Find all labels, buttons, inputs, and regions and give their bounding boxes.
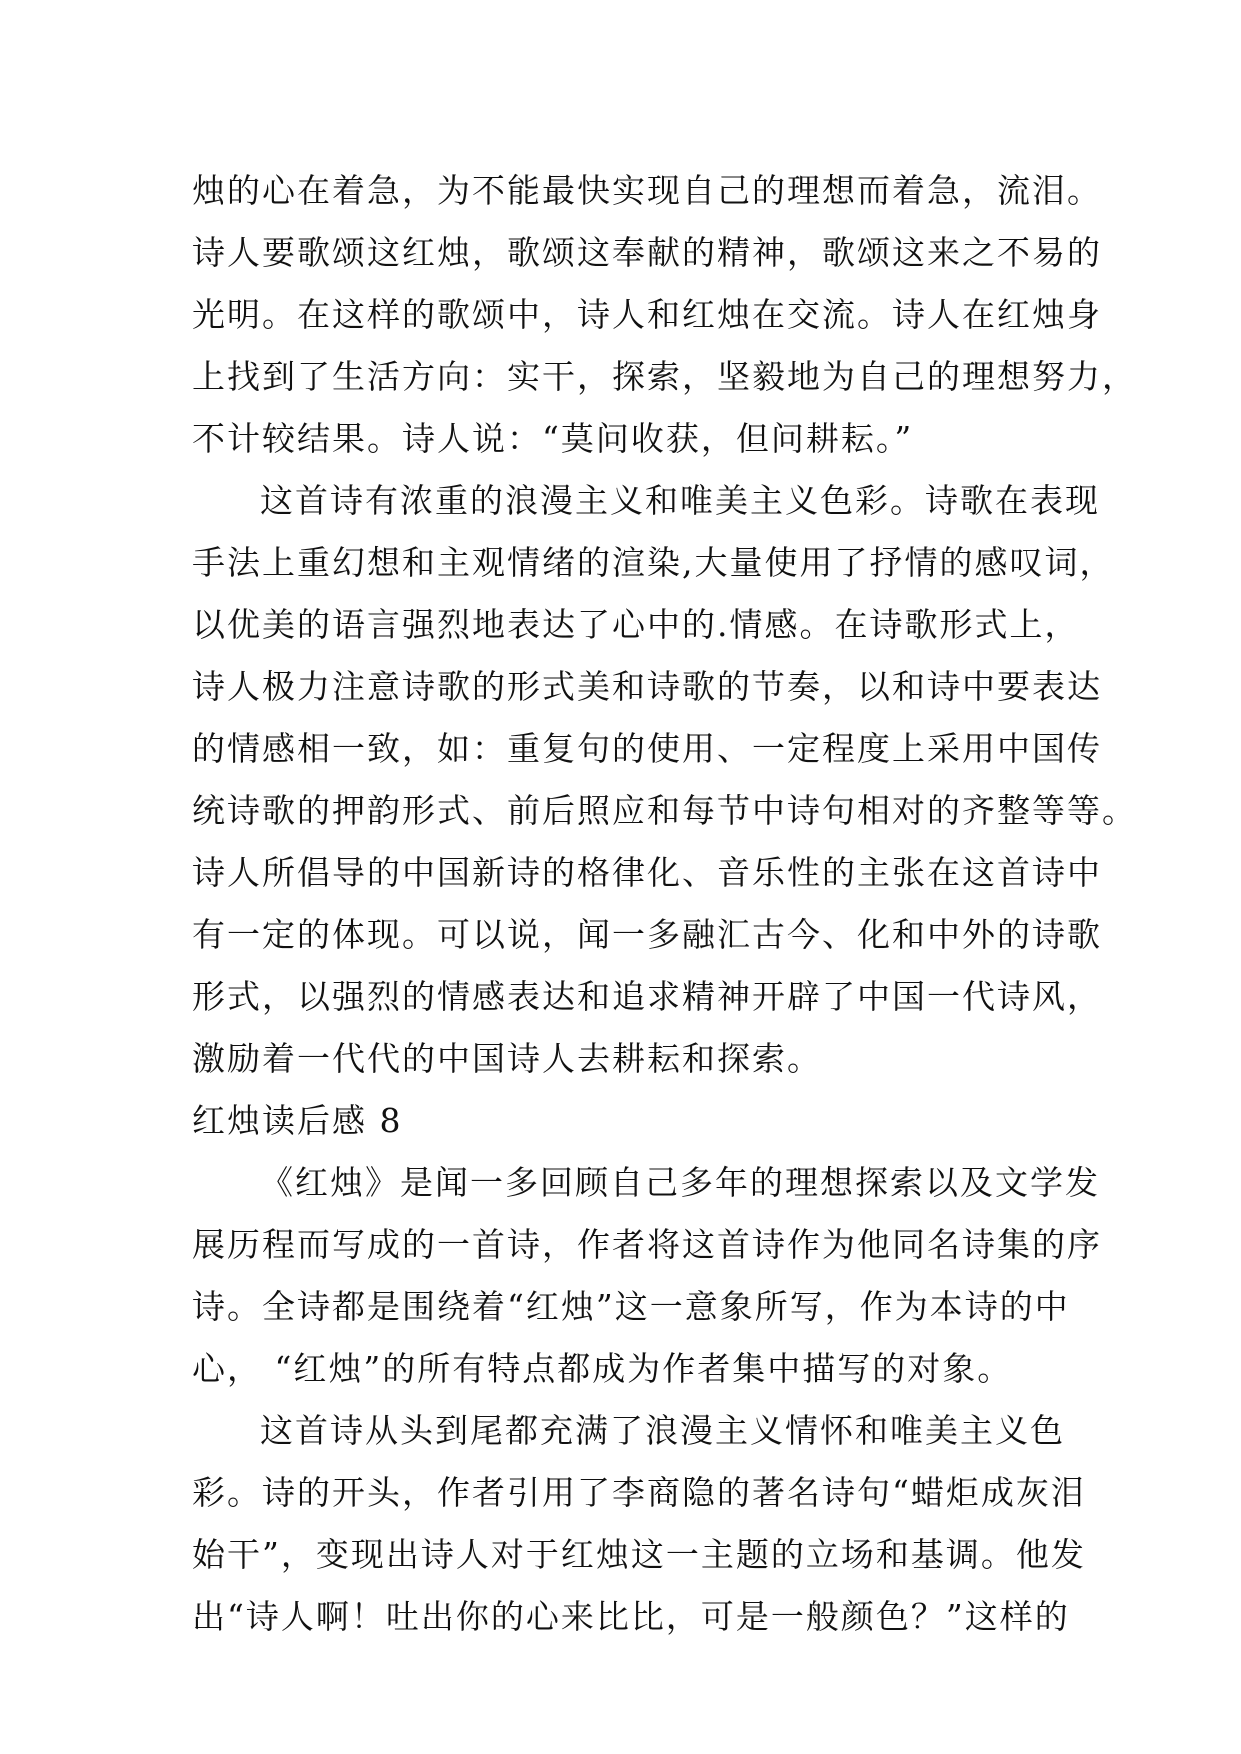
text-line: 出“诗人啊！吐出你的心来比比，可是一般颜色？”这样的: [192, 1597, 1070, 1636]
text-line: 烛的心在着急，为不能最快实现自己的理想而着急，流泪。: [192, 171, 1102, 210]
text-line: 统诗歌的押韵形式、前后照应和每节中诗句相对的齐整等等。: [192, 791, 1137, 830]
paragraph-start-line: 《红烛》是闻一多回顾自己多年的理想探索以及文学发: [260, 1163, 1100, 1202]
text-line: 诗。全诗都是围绕着“红烛”这一意象所写，作为本诗的中: [192, 1287, 1070, 1326]
paragraph-start-line: 这首诗有浓重的浪漫主义和唯美主义色彩。诗歌在表现: [260, 481, 1100, 520]
text-line: 有一定的体现。可以说，闻一多融汇古今、化和中外的诗歌: [192, 915, 1102, 954]
text-line: 始干”，变现出诗人对于红烛这一主题的立场和基调。他发: [192, 1535, 1086, 1574]
text-line: 彩。诗的开头，作者引用了李商隐的著名诗句“蜡炬成灰泪: [192, 1473, 1086, 1512]
document-body: [192, 160, 1137, 1648]
text-line: 的情感相一致，如：重复句的使用、一定程度上采用中国传: [192, 729, 1102, 768]
text-line: 心， “红烛”的所有特点都成为作者集中描写的对象。: [192, 1349, 1013, 1388]
text-line: 诗人所倡导的中国新诗的格律化、音乐性的主张在这首诗中: [192, 853, 1102, 892]
text-line: 展历程而写成的一首诗，作者将这首诗作为他同名诗集的序: [192, 1225, 1102, 1264]
text-line: 形式，以强烈的情感表达和追求精神开辟了中国一代诗风，: [192, 977, 1102, 1016]
text-line: 光明。在这样的歌颂中，诗人和红烛在交流。诗人在红烛身: [192, 295, 1102, 334]
text-line: 激励着一代代的中国诗人去耕耘和探索。: [192, 1039, 822, 1078]
section-heading: 红烛读后感 8: [192, 1101, 403, 1140]
text-line: 手法上重幻想和主观情绪的渲染,大量使用了抒情的感叹词，: [192, 543, 1115, 582]
paragraph-start-line: 这首诗从头到尾都充满了浪漫主义情怀和唯美主义色: [260, 1411, 1065, 1450]
text-line: 以优美的语言强烈地表达了心中的.情感。在诗歌形式上，: [192, 605, 1080, 644]
text-line: 诗人极力注意诗歌的形式美和诗歌的节奏，以和诗中要表达: [192, 667, 1102, 706]
text-line: 不计较结果。诗人说：“莫问收获，但问耕耘。”: [192, 419, 914, 458]
text-line: 诗人要歌颂这红烛，歌颂这奉献的精神，歌颂这来之不易的: [192, 233, 1102, 272]
text-line: 上找到了生活方向：实干，探索，坚毅地为自己的理想努力，: [192, 357, 1137, 396]
